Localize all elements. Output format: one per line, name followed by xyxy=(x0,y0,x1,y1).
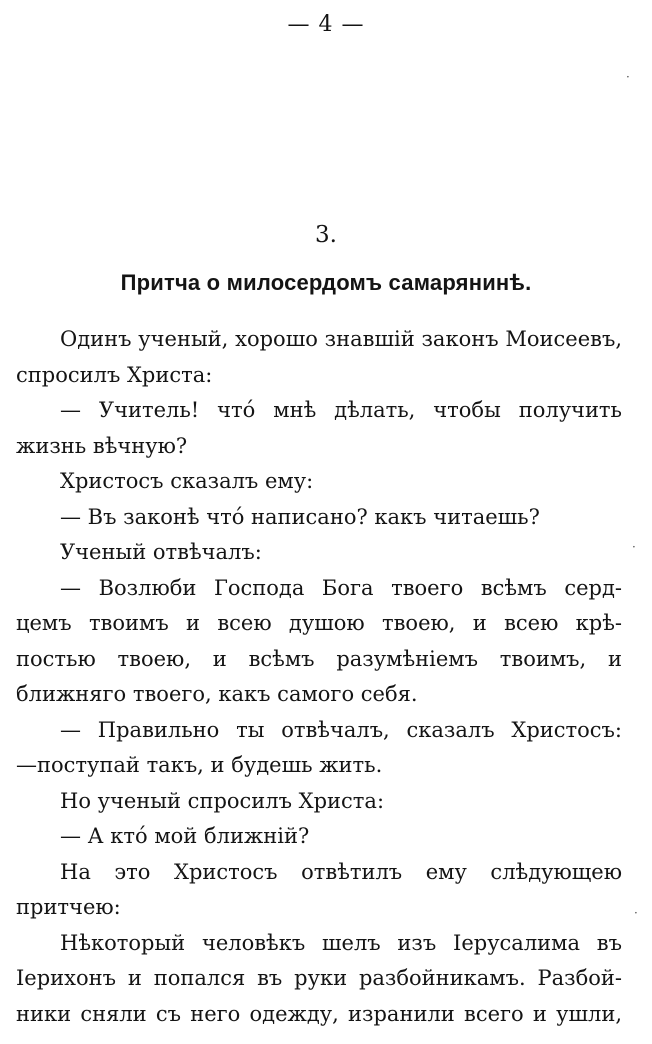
text-line: цемъ твоимъ и всею душою твоею, и всею крѣ- xyxy=(16,611,622,635)
print-speck: · xyxy=(632,540,636,554)
text-line: —поступай такъ, и будешь жить. xyxy=(16,753,383,777)
text-line: — Въ законѣ что́ написано? какъ читаешь? xyxy=(60,504,540,529)
text-line: ники сняли съ него одежду, изранили всего и ушли, xyxy=(16,1001,622,1026)
body-text xyxy=(16,322,622,1032)
text-line: Христосъ сказалъ ему: xyxy=(60,469,314,493)
section-number: 3. xyxy=(315,222,337,248)
text-line: ближняго твоего, какъ самого себя. xyxy=(16,682,418,706)
text-line: постью твоею, и всѣмъ разумѣніемъ твоимъ, и xyxy=(16,646,622,671)
print-speck: · xyxy=(626,70,630,84)
text-line: жизнь вѣчную? xyxy=(16,433,188,458)
text-line: притчею: xyxy=(16,895,121,919)
text-line: спросилъ Христа: xyxy=(16,362,213,387)
text-line: На это Христосъ отвѣтилъ ему слѣдующею xyxy=(60,859,622,884)
text-line: — Правильно ты отвѣчалъ, сказалъ Христосъ: xyxy=(60,717,622,742)
text-line: Нѣкоторый человѣкъ шелъ изъ Іерусалима въ xyxy=(60,930,622,955)
text-line: Іерихонъ и попался въ руки разбойникамъ. Разбой- xyxy=(16,966,622,990)
text-line: Но ученый спросилъ Христа: xyxy=(60,788,385,813)
text-line: — А кто́ мой ближній? xyxy=(60,824,310,848)
parable-title: Притча о милосердомъ самарянинѣ. xyxy=(120,270,532,295)
text-line: — Учитель! что́ мнѣ дѣлать, чтобы получить xyxy=(60,398,622,422)
text-line: — Возлюби Господа Бога твоего всѣмъ серд- xyxy=(60,575,622,600)
text-line: Одинъ ученый, хорошо знавшій законъ Моисеевъ, xyxy=(60,327,622,351)
print-speck: · xyxy=(634,906,638,920)
text-line: Ученый отвѣчалъ: xyxy=(60,540,262,564)
page-number: — 4 — xyxy=(287,12,365,37)
